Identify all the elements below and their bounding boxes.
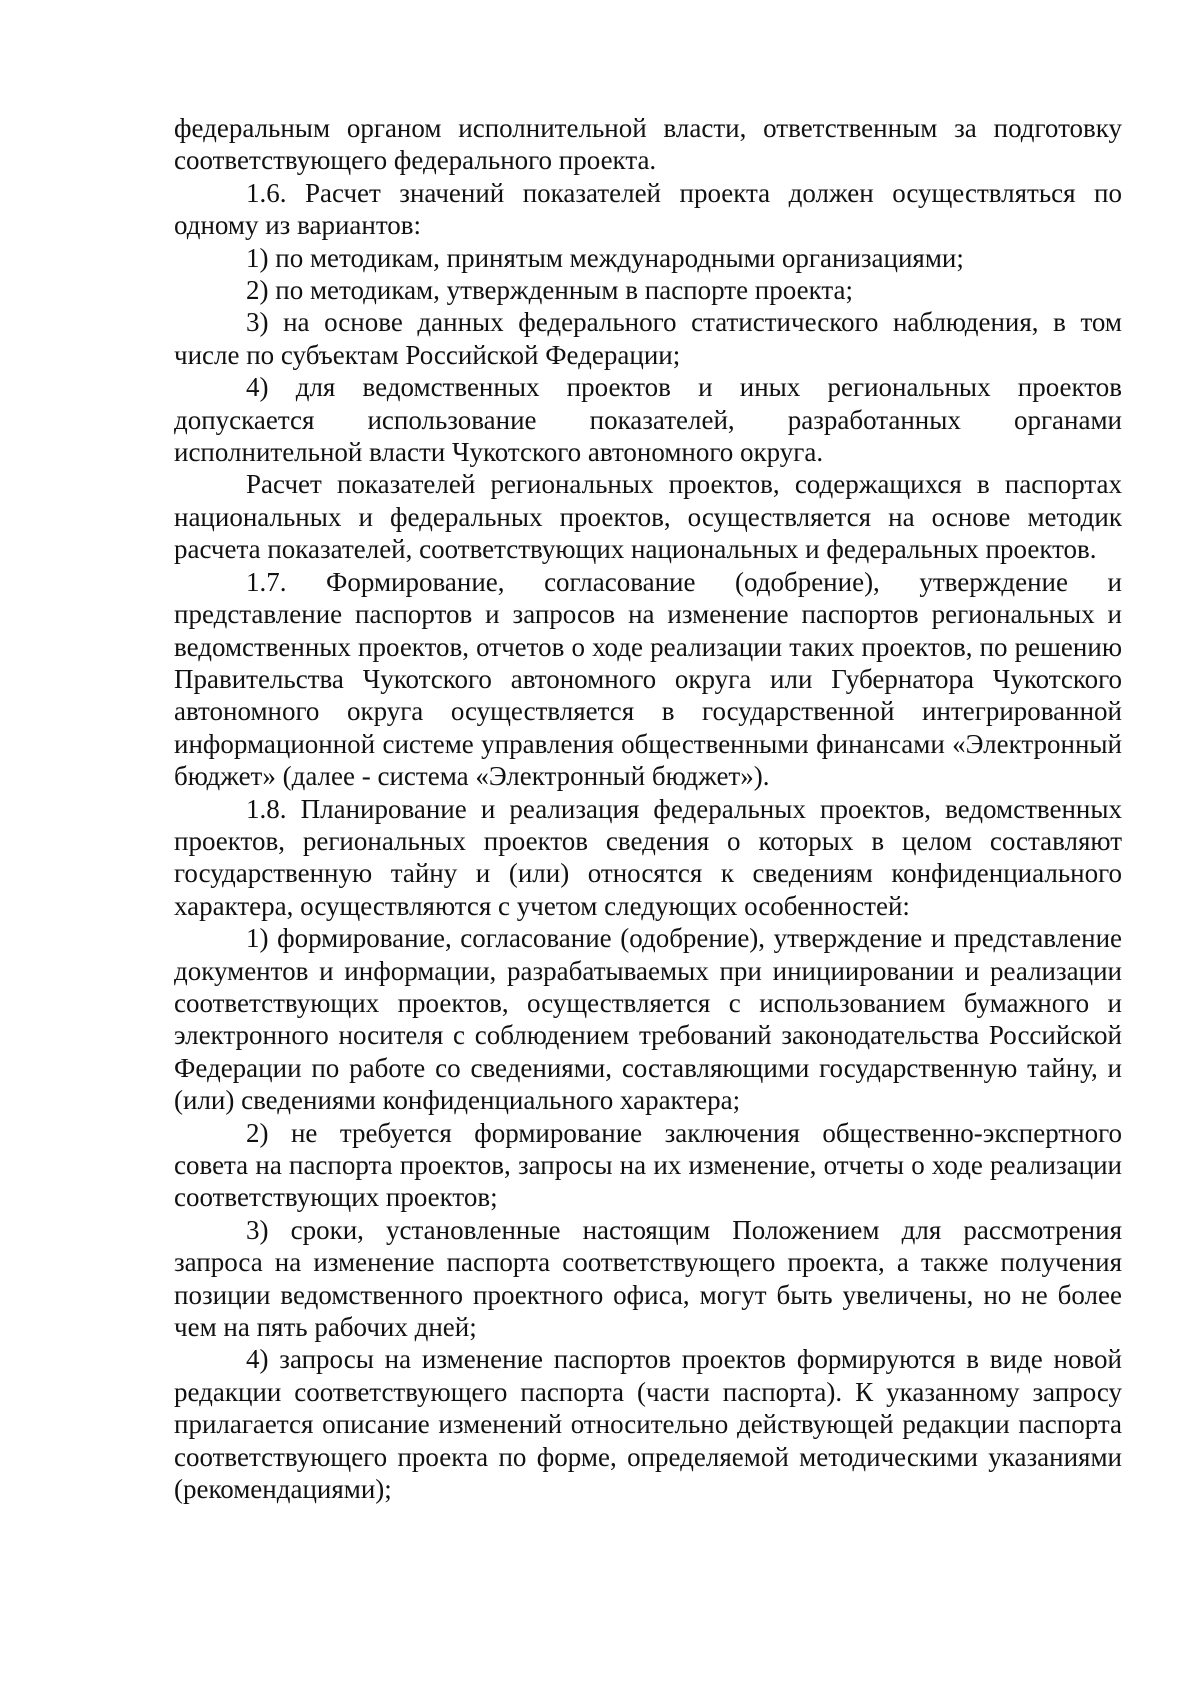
paragraph-1-8: 1.8. Планирование и реализация федеральных проектов, ведомственных проектов, региональных проектов сведения о которых в целом составляют государственную тайну и (или) относятся к сведениям конфиденциального характера, осуществляются с учетом следующих особенностей: xyxy=(174,793,1122,921)
list-item-3: 3) на основе данных федерального статистического наблюдения, в том числе по субъектам Российской Федерации; xyxy=(174,307,1122,370)
list-item-1-8-2: 2) не требуется формирование заключения общественно-экспертного совета на паспорта проектов, запросы на их изменение, отчеты о ходе реализации соответствующих проектов; xyxy=(174,1117,1122,1213)
list-item-4: 4) для ведомственных проектов и иных региональных проектов допускается использование показателей, разработанных органами исполнительной власти Чукотского автономного округа. xyxy=(174,372,1122,468)
list-item-1: 1) по методикам, принятым международными организациями; xyxy=(246,242,964,273)
paragraph-continuation: федеральным органом исполнительной власти, ответственным за подготовку соответствующего федерального проекта. xyxy=(174,113,1122,176)
paragraph-regional-calc: Расчет показателей региональных проектов, содержащихся в паспортах национальных и федеральных проектов, осуществляется на основе методик расчета показателей, соответствующих национальных и федеральных проектов. xyxy=(174,469,1122,565)
list-item-1-8-4: 4) запросы на изменение паспортов проектов формируются в виде новой редакции соответствующего паспорта (части паспорта). К указанному запросу прилагается описание изменений относительно действующей редакции паспорта соответствующего проекта по форме, определяемой методическими указаниями (рекомендациями); xyxy=(174,1344,1122,1505)
paragraph-1-7: 1.7. Формирование, согласование (одобрение), утверждение и представление паспортов и запросов на изменение паспортов региональных и ведомственных проектов, отчетов о ходе реализации таких проектов, по решению Правительства Чукотского автономного округа или Губернатора Чукотского автономного округа осуществляется в государственной интегрированной информационной системе управления общественными финансами «Электронный бюджет» (далее - система «Электронный бюджет»). xyxy=(174,566,1122,792)
list-item-1-8-1: 1) формирование, согласование (одобрение), утверждение и представление документов и информации, разрабатываемых при инициировании и реализации соответствующих проектов, осуществляется с использованием бумажного и электронного носителя с соблюдением требований законодательства Российской Федерации по работе со сведениями, составляющими государственную тайну, и (или) сведениями конфиденциального характера; xyxy=(174,923,1122,1116)
document-page xyxy=(174,112,1122,1505)
list-item-2: 2) по методикам, утвержденным в паспорте проекта; xyxy=(246,275,853,306)
list-item-1-8-3: 3) сроки, установленные настоящим Положением для рассмотрения запроса на изменение паспорта соответствующего проекта, а также получения позиции ведомственного проектного офиса, могут быть увеличены, но не более чем на пять рабочих дней; xyxy=(174,1214,1122,1343)
paragraph-1-6: 1.6. Расчет значений показателей проекта должен осуществляться по одному из вариантов: xyxy=(174,177,1122,241)
